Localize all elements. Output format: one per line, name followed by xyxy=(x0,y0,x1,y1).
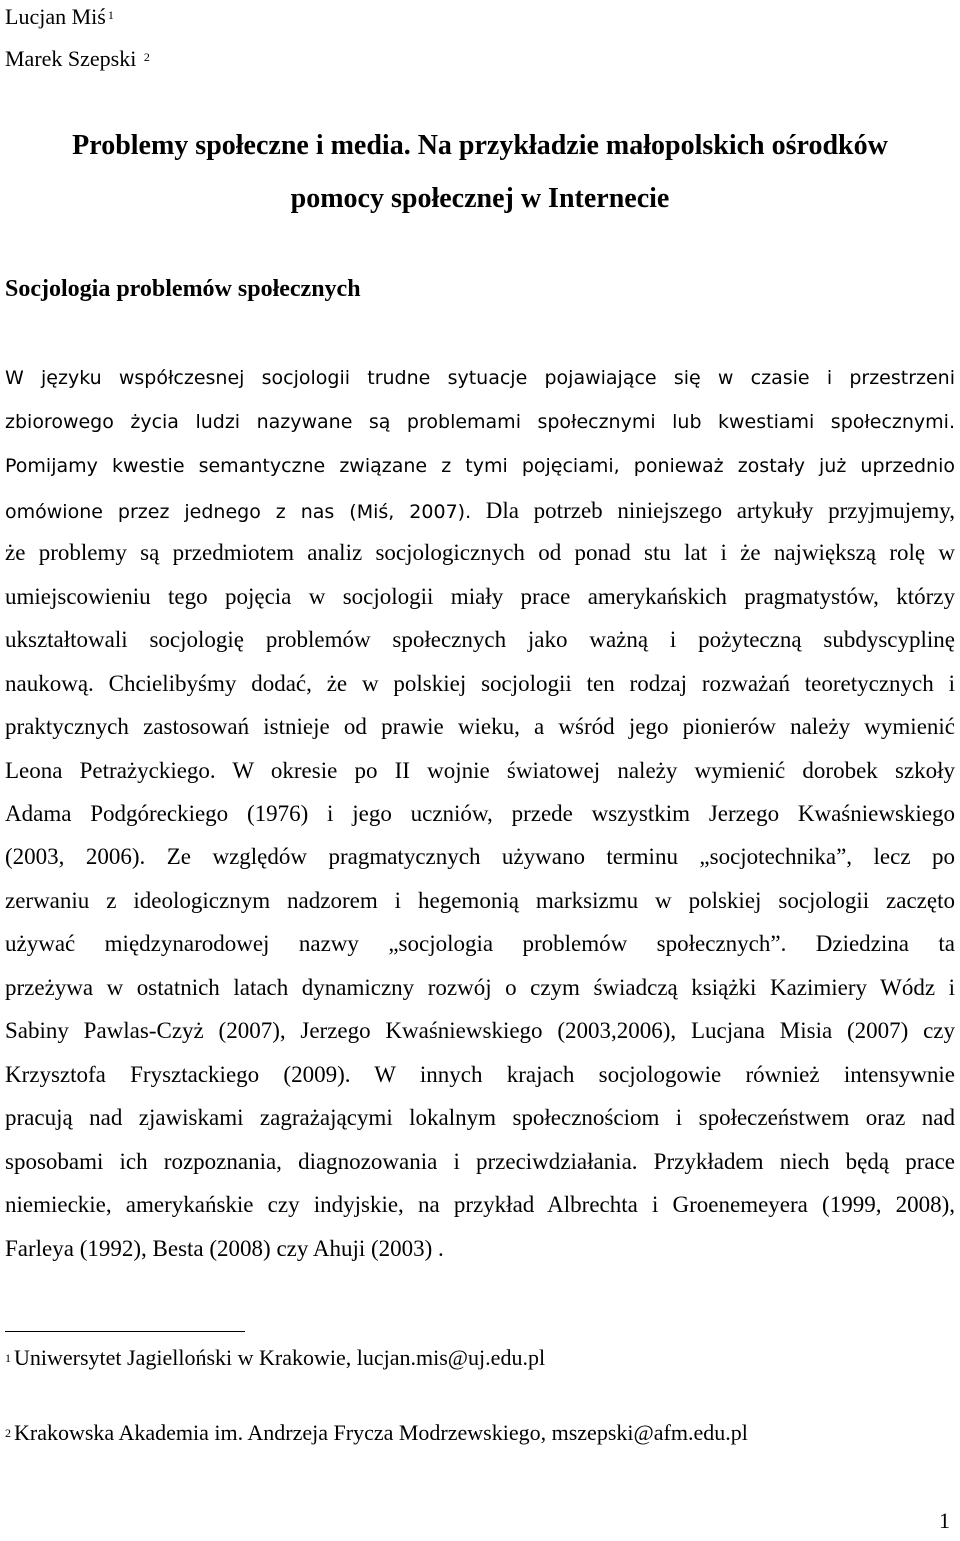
author-2-name: Marek Szepski xyxy=(5,46,137,71)
body-line-last: Farleya (1992), Besta (2008) czy Ahuji (2003) . xyxy=(5,1236,444,1261)
author-1 xyxy=(5,4,114,30)
body-line: Adama Podgóreckiego (1976) i jego uczniów, przede wszystkim Jerzego Kwaśniewskiego xyxy=(5,801,955,826)
footnote-2-text: Krakowska Akademia im. Andrzeja Frycza Modrzewskiego, mszepski@afm.edu.pl xyxy=(14,1420,748,1445)
body-line: praktycznych zastosowań istnieje od prawie wieku, a wśród jego pionierów należy wymienić xyxy=(5,714,955,739)
body-line: Krzysztofa Frysztackiego (2009). W innych krajach socjologowie również intensywnie xyxy=(5,1062,955,1087)
footnote-1-number: 1 xyxy=(5,1351,11,1365)
body-line: Sabiny Pawlas-Czyż (2007), Jerzego Kwaśniewskiego (2003,2006), Lucjana Misia (2007) czy xyxy=(5,1018,955,1043)
body-line: pracują nad zjawiskami zagrażającymi lokalnym społecznościom i społeczeństwem oraz nad xyxy=(5,1105,955,1130)
author-1-name: Lucjan Miś xyxy=(5,4,106,29)
body-line: umiejscowieniu tego pojęcia w socjologii miały prace amerykańskich pragmatystów, którzy xyxy=(5,584,955,609)
body-line: zbiorowego życia ludzi nazywane są problemami społecznymi lub kwestiami społecznymi. xyxy=(5,411,955,433)
footnote-marker-1[interactable]: 1 xyxy=(107,8,114,22)
footnote-1-text: Uniwersytet Jagielloński w Krakowie, lucjan.mis@uj.edu.pl xyxy=(14,1345,546,1370)
footnote-marker-2[interactable]: 2 xyxy=(143,50,150,64)
body-line-serif-part: Dla potrzeb niniejszego artykuły przyjmujemy, xyxy=(471,498,955,523)
body-line: zerwaniu z ideologicznym nadzorem i hegemonią marksizmu w polskiej socjologii zaczęto xyxy=(5,888,955,913)
body-line: używać międzynarodowej nazwy „socjologia problemów społecznych”. Dziedzina ta xyxy=(5,931,955,956)
title-line-2: pomocy społecznej w Internecie xyxy=(290,183,670,214)
footnote-separator xyxy=(5,1331,245,1332)
footnote-2-number: 2 xyxy=(5,1426,11,1440)
body-line-mixed xyxy=(5,497,955,541)
body-line-sans-part: omówione przez jednego z nas (Miś, 2007). xyxy=(5,501,472,523)
body-line: sposobami ich rozpoznania, diagnozowania i przeciwdziałania. Przykładem niech będą prace xyxy=(5,1149,955,1174)
page-number: 1 xyxy=(939,1508,950,1533)
author-2 xyxy=(5,46,150,72)
body-line: Pomijamy kwestie semantyczne związane z tymi pojęciami, ponieważ zostały już uprzednio xyxy=(5,455,955,477)
footnote-1 xyxy=(5,1345,545,1371)
body-line: że problemy są przedmiotem analiz socjologicznych od ponad stu lat i że największą rolę w xyxy=(5,540,955,565)
body-line: naukową. Chcielibyśmy dodać, że w polskiej socjologii ten rodzaj rozważań teoretycznych i xyxy=(5,671,955,696)
body-line: (2003, 2006). Ze względów pragmatycznych używano terminu „socjotechnika”, lecz po xyxy=(5,844,955,869)
section-heading: Socjologia problemów społecznych xyxy=(5,276,361,302)
body-line: ukształtowali socjologię problemów społecznych jako ważną i pożyteczną subdyscyplinę xyxy=(5,627,955,652)
footnote-2 xyxy=(5,1420,748,1446)
body-line: przeżywa w ostatnich latach dynamiczny rozwój o czym świadczą książki Kazimiery Wódz i xyxy=(5,975,955,1000)
body-line: W języku współczesnej socjologii trudne sytuacje pojawiające się w czasie i przestrzeni xyxy=(5,367,955,389)
body-line: niemieckie, amerykańskie czy indyjskie, na przykład Albrechta i Groenemeyera (1999, 2008), xyxy=(5,1192,955,1217)
body-line: Leona Petrażyckiego. W okresie po II wojnie światowej należy wymienić dorobek szkoły xyxy=(5,758,955,783)
title-line-1: Problemy społeczne i media. Na przykładzie małopolskich ośrodków xyxy=(72,130,888,161)
